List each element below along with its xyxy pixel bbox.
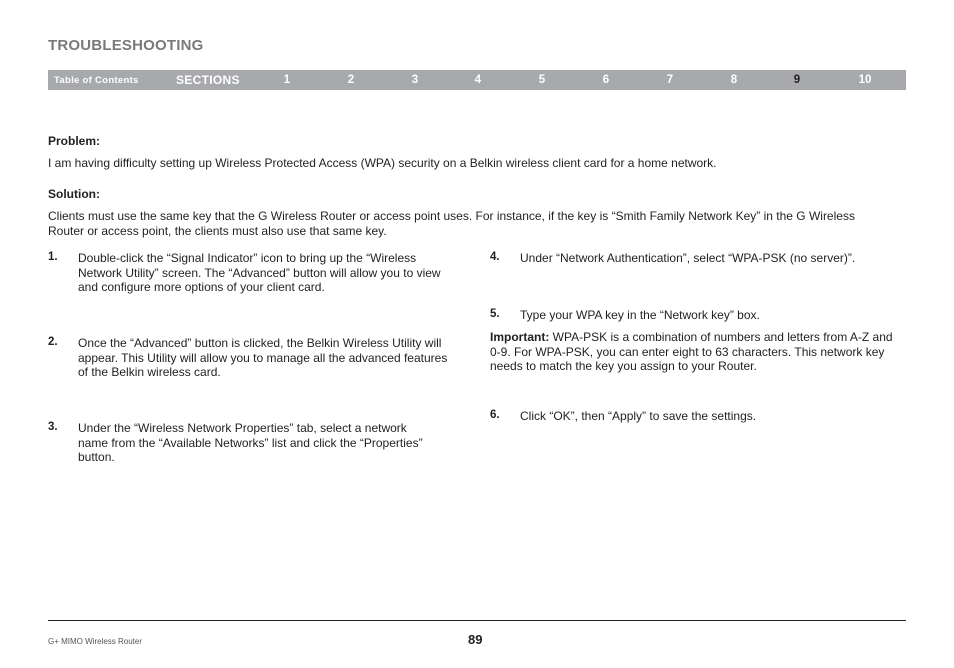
step-4-text: Under “Network Authentication”, select “WPA-PSK (no server)”. [520, 251, 856, 265]
section-link-8[interactable]: 8 [730, 74, 738, 86]
section-link-10[interactable]: 10 [858, 74, 872, 86]
step-3-text: Under the “Wireless Network Properties” tab, select a network name from the “Available Networks” list and click the “Properties” button. [78, 421, 423, 464]
solution-text: Clients must use the same key that the G Wireless Router or access point uses. For instance, if the key is “Smith Family Network Key” in the G Wireless Router or access point, the clients must also use that same key. [48, 209, 855, 238]
section-link-6[interactable]: 6 [602, 74, 610, 86]
step-1-number: 1. [48, 251, 58, 263]
important-label: Important: [490, 330, 550, 344]
step-4-number: 4. [490, 251, 500, 263]
section-link-7[interactable]: 7 [666, 74, 674, 86]
section-link-2[interactable]: 2 [347, 74, 355, 86]
problem-text: I am having difficulty setting up Wireless Protected Access (WPA) security on a Belkin wireless client card for a home network. [48, 156, 717, 170]
step-6-number: 6. [490, 409, 500, 421]
important-text: WPA-PSK is a combination of numbers and letters from A-Z and 0-9. For WPA-PSK, you can enter eight to 63 characters. This network key needs to match the key you assign to your Router. [490, 330, 893, 373]
problem-label: Problem: [48, 134, 101, 148]
section-link-4[interactable]: 4 [474, 74, 482, 86]
step-5-text: Type your WPA key in the “Network key” box. [520, 308, 760, 322]
section-link-9-active[interactable]: 9 [793, 74, 801, 86]
page-section-title: TROUBLESHOOTING [48, 37, 204, 54]
solution-label: Solution: [48, 187, 100, 201]
page-number: 89 [468, 632, 483, 647]
table-of-contents-link[interactable]: Table of Contents [54, 75, 139, 86]
important-note [490, 330, 900, 374]
step-5-number: 5. [490, 308, 500, 320]
step-3-number: 3. [48, 421, 58, 433]
section-navigation-bar [48, 70, 906, 90]
footer-product-name: G+ MIMO Wireless Router [48, 637, 143, 646]
section-link-1[interactable]: 1 [283, 74, 291, 86]
step-2-text: Once the “Advanced” button is clicked, the Belkin Wireless Utility will appear. This Utility will allow you to manage all the advanced features of the Belkin wireless card. [78, 336, 448, 379]
step-6-text: Click “OK”, then “Apply” to save the settings. [520, 409, 757, 423]
step-1-text: Double-click the “Signal Indicator” icon to bring up the “Wireless Network Utility” screen. The “Advanced” button will allow you to view and configure more options of your client card. [78, 251, 441, 294]
sections-label: SECTIONS [176, 73, 240, 87]
step-2-number: 2. [48, 336, 58, 348]
section-link-5[interactable]: 5 [538, 74, 546, 86]
footer-divider [48, 620, 906, 621]
section-link-3[interactable]: 3 [411, 74, 419, 86]
